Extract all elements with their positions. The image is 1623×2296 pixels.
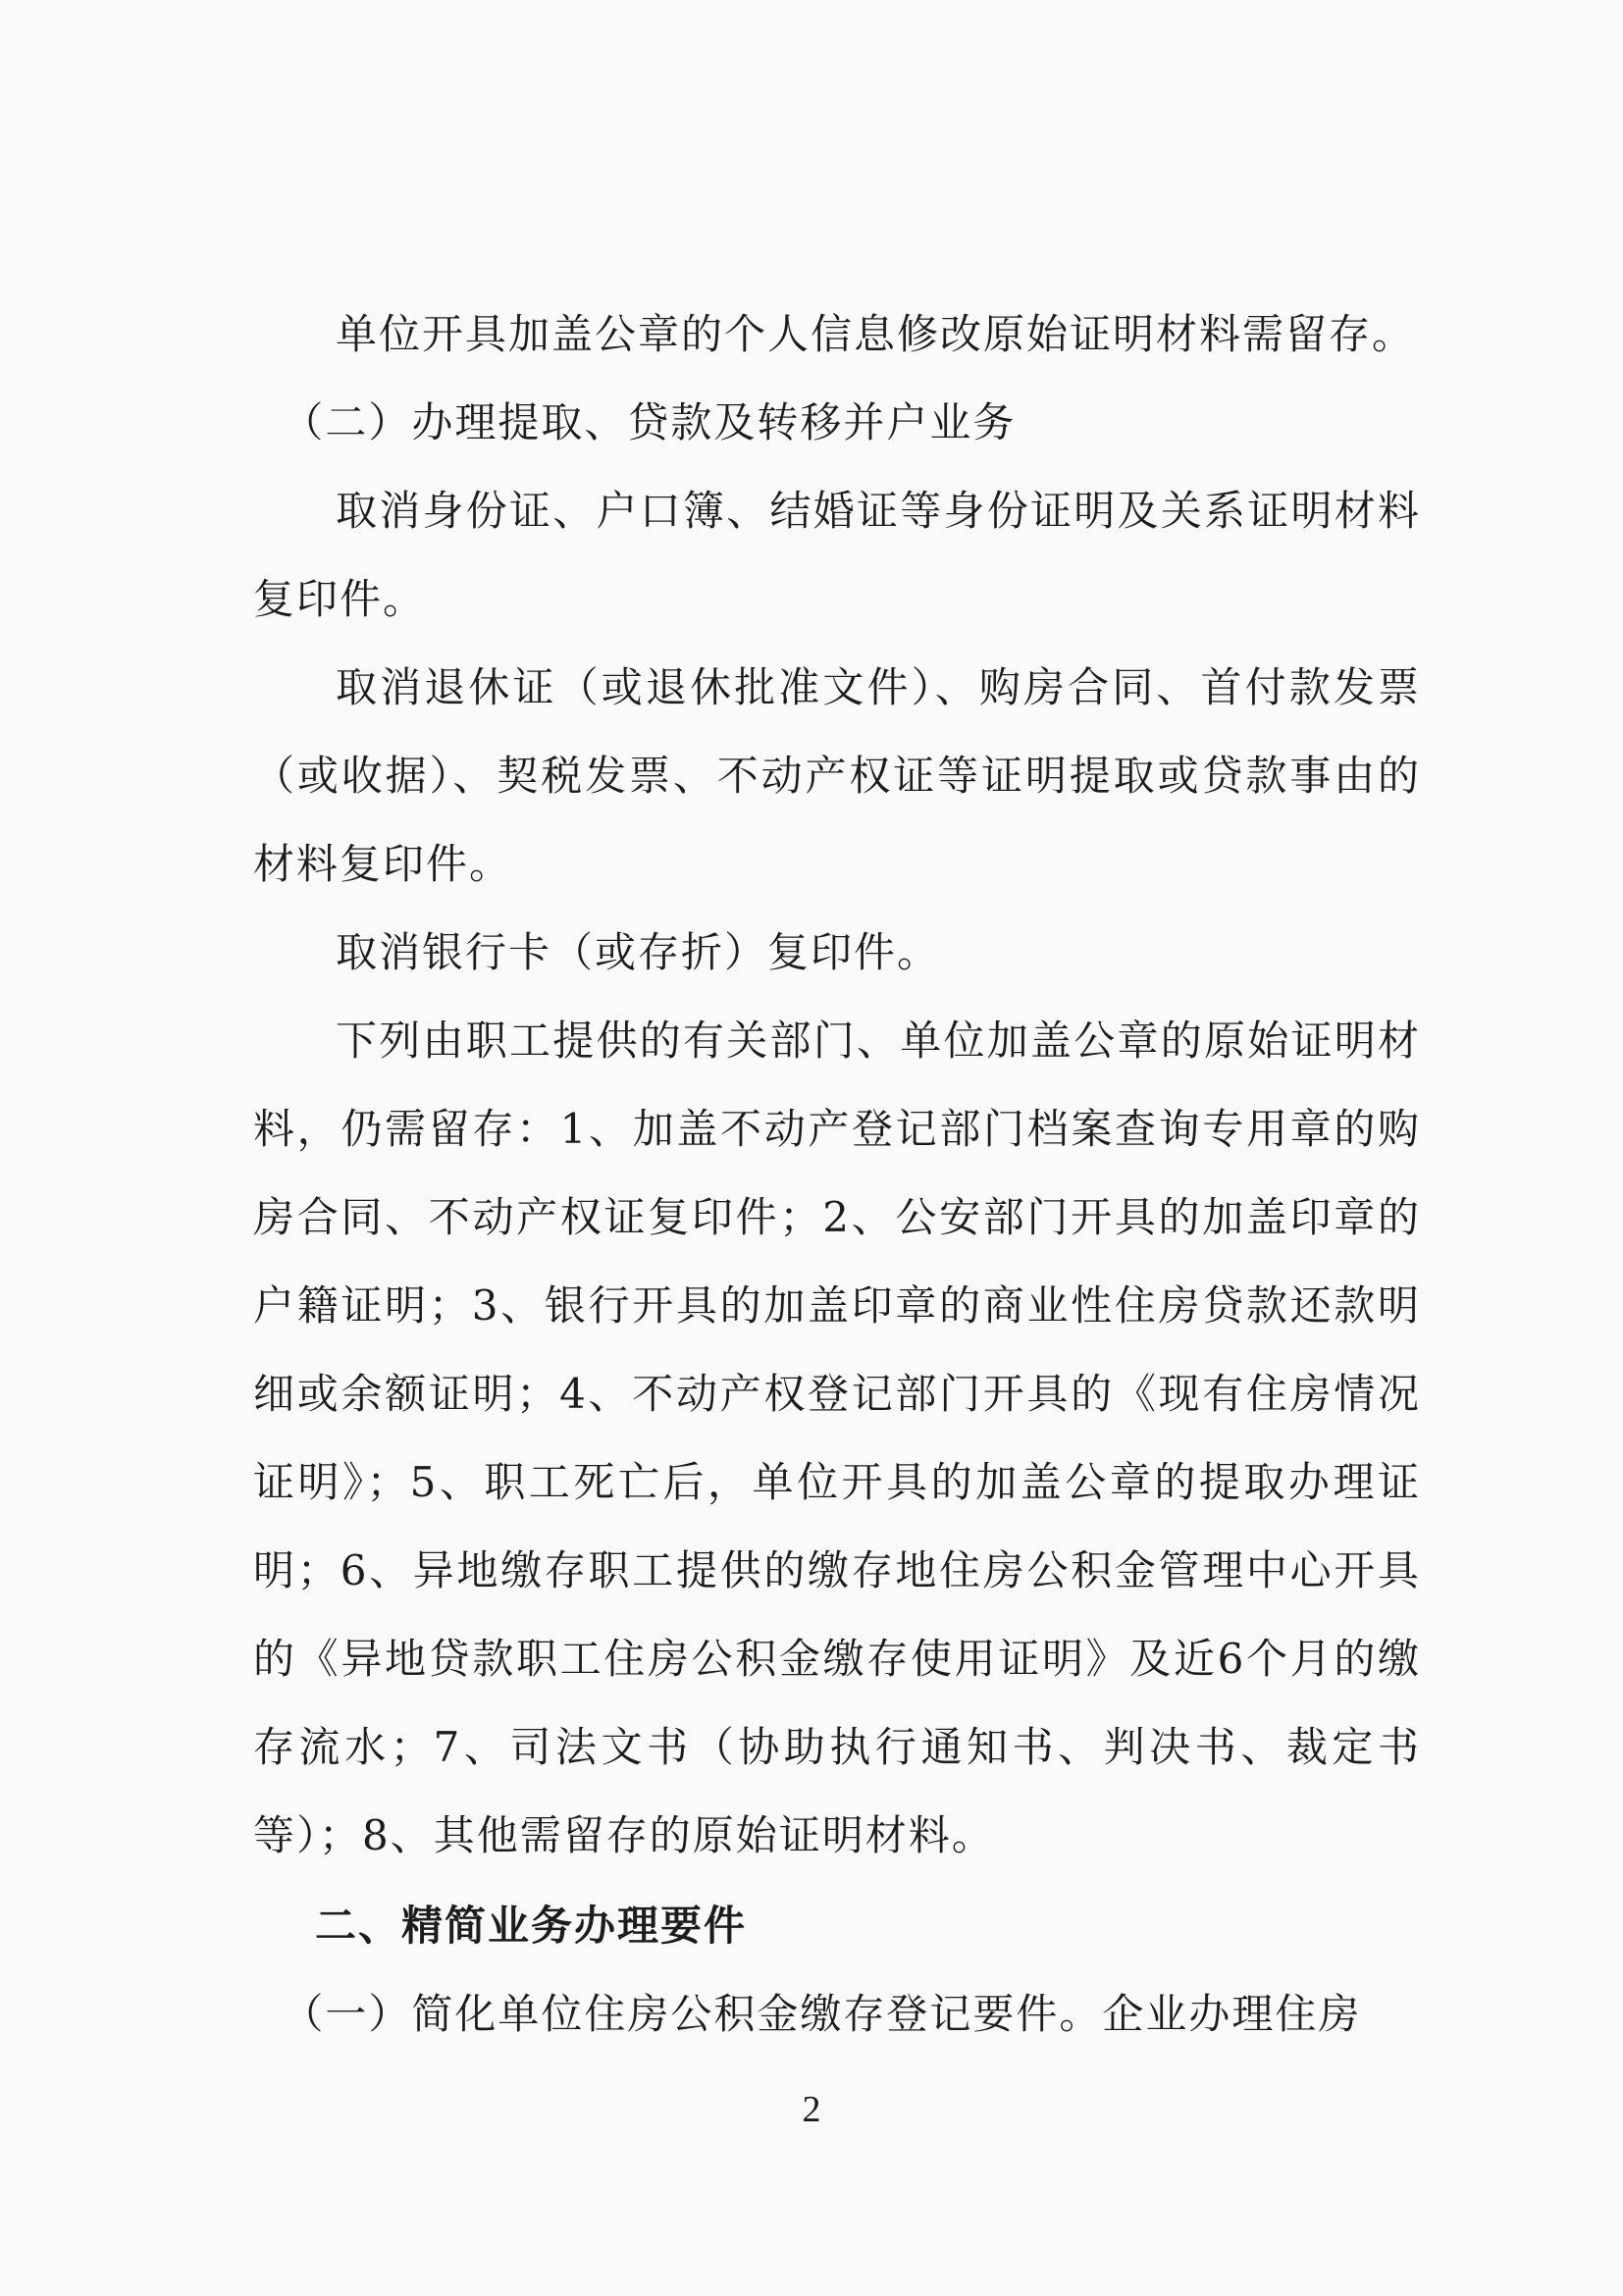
section-heading-2: （二）办理提取、贷款及转移并户业务: [282, 398, 1017, 446]
main-heading-2: 二、精简业务办理要件: [315, 1902, 748, 1950]
document-body: [253, 290, 1421, 2059]
paragraph-retained-materials: 下列由职工提供的有关部门、单位加盖公章的原始证明材料，仍需留存：1、加盖不动产登记部门档案查询专用章的购房合同、不动产权证复印件；2、公安部门开具的加盖印章的户籍证明；3、银行开具的加盖印章的商业性住房贷款还款明细或余额证明；4、不动产权登记部门开具的《现有住房情况证明》；5、职工死亡后，单位开具的加盖公章的提取办理证明；6、异地缴存职工提供的缴存地住房公积金管理中心开具的《异地贷款职工住房公积金缴存使用证明》及近6个月的缴存流水；7、司法文书（协助执行通知书、判决书、裁定书等）；8、其他需留存的原始证明材料。: [253, 1017, 1421, 1859]
paragraph-bank-card-copies: 取消银行卡（或存折）复印件。: [336, 928, 941, 976]
section-heading-1: （一）简化单位住房公积金缴存登记要件。企业办理住房: [282, 1990, 1362, 2038]
page-number: 2: [802, 2089, 821, 2130]
paragraph-retirement-copies: 取消退休证（或退休批准文件）、购房合同、首付款发票（或收据）、契税发票、不动产权证等证明提取或贷款事由的材料复印件。: [253, 663, 1421, 888]
paragraph-id-copies: 取消身份证、户口簿、结婚证等身份证明及关系证明材料复印件。: [253, 487, 1421, 623]
paragraph-continuation: 单位开具加盖公章的个人信息修改原始证明材料需留存。: [336, 310, 1416, 358]
